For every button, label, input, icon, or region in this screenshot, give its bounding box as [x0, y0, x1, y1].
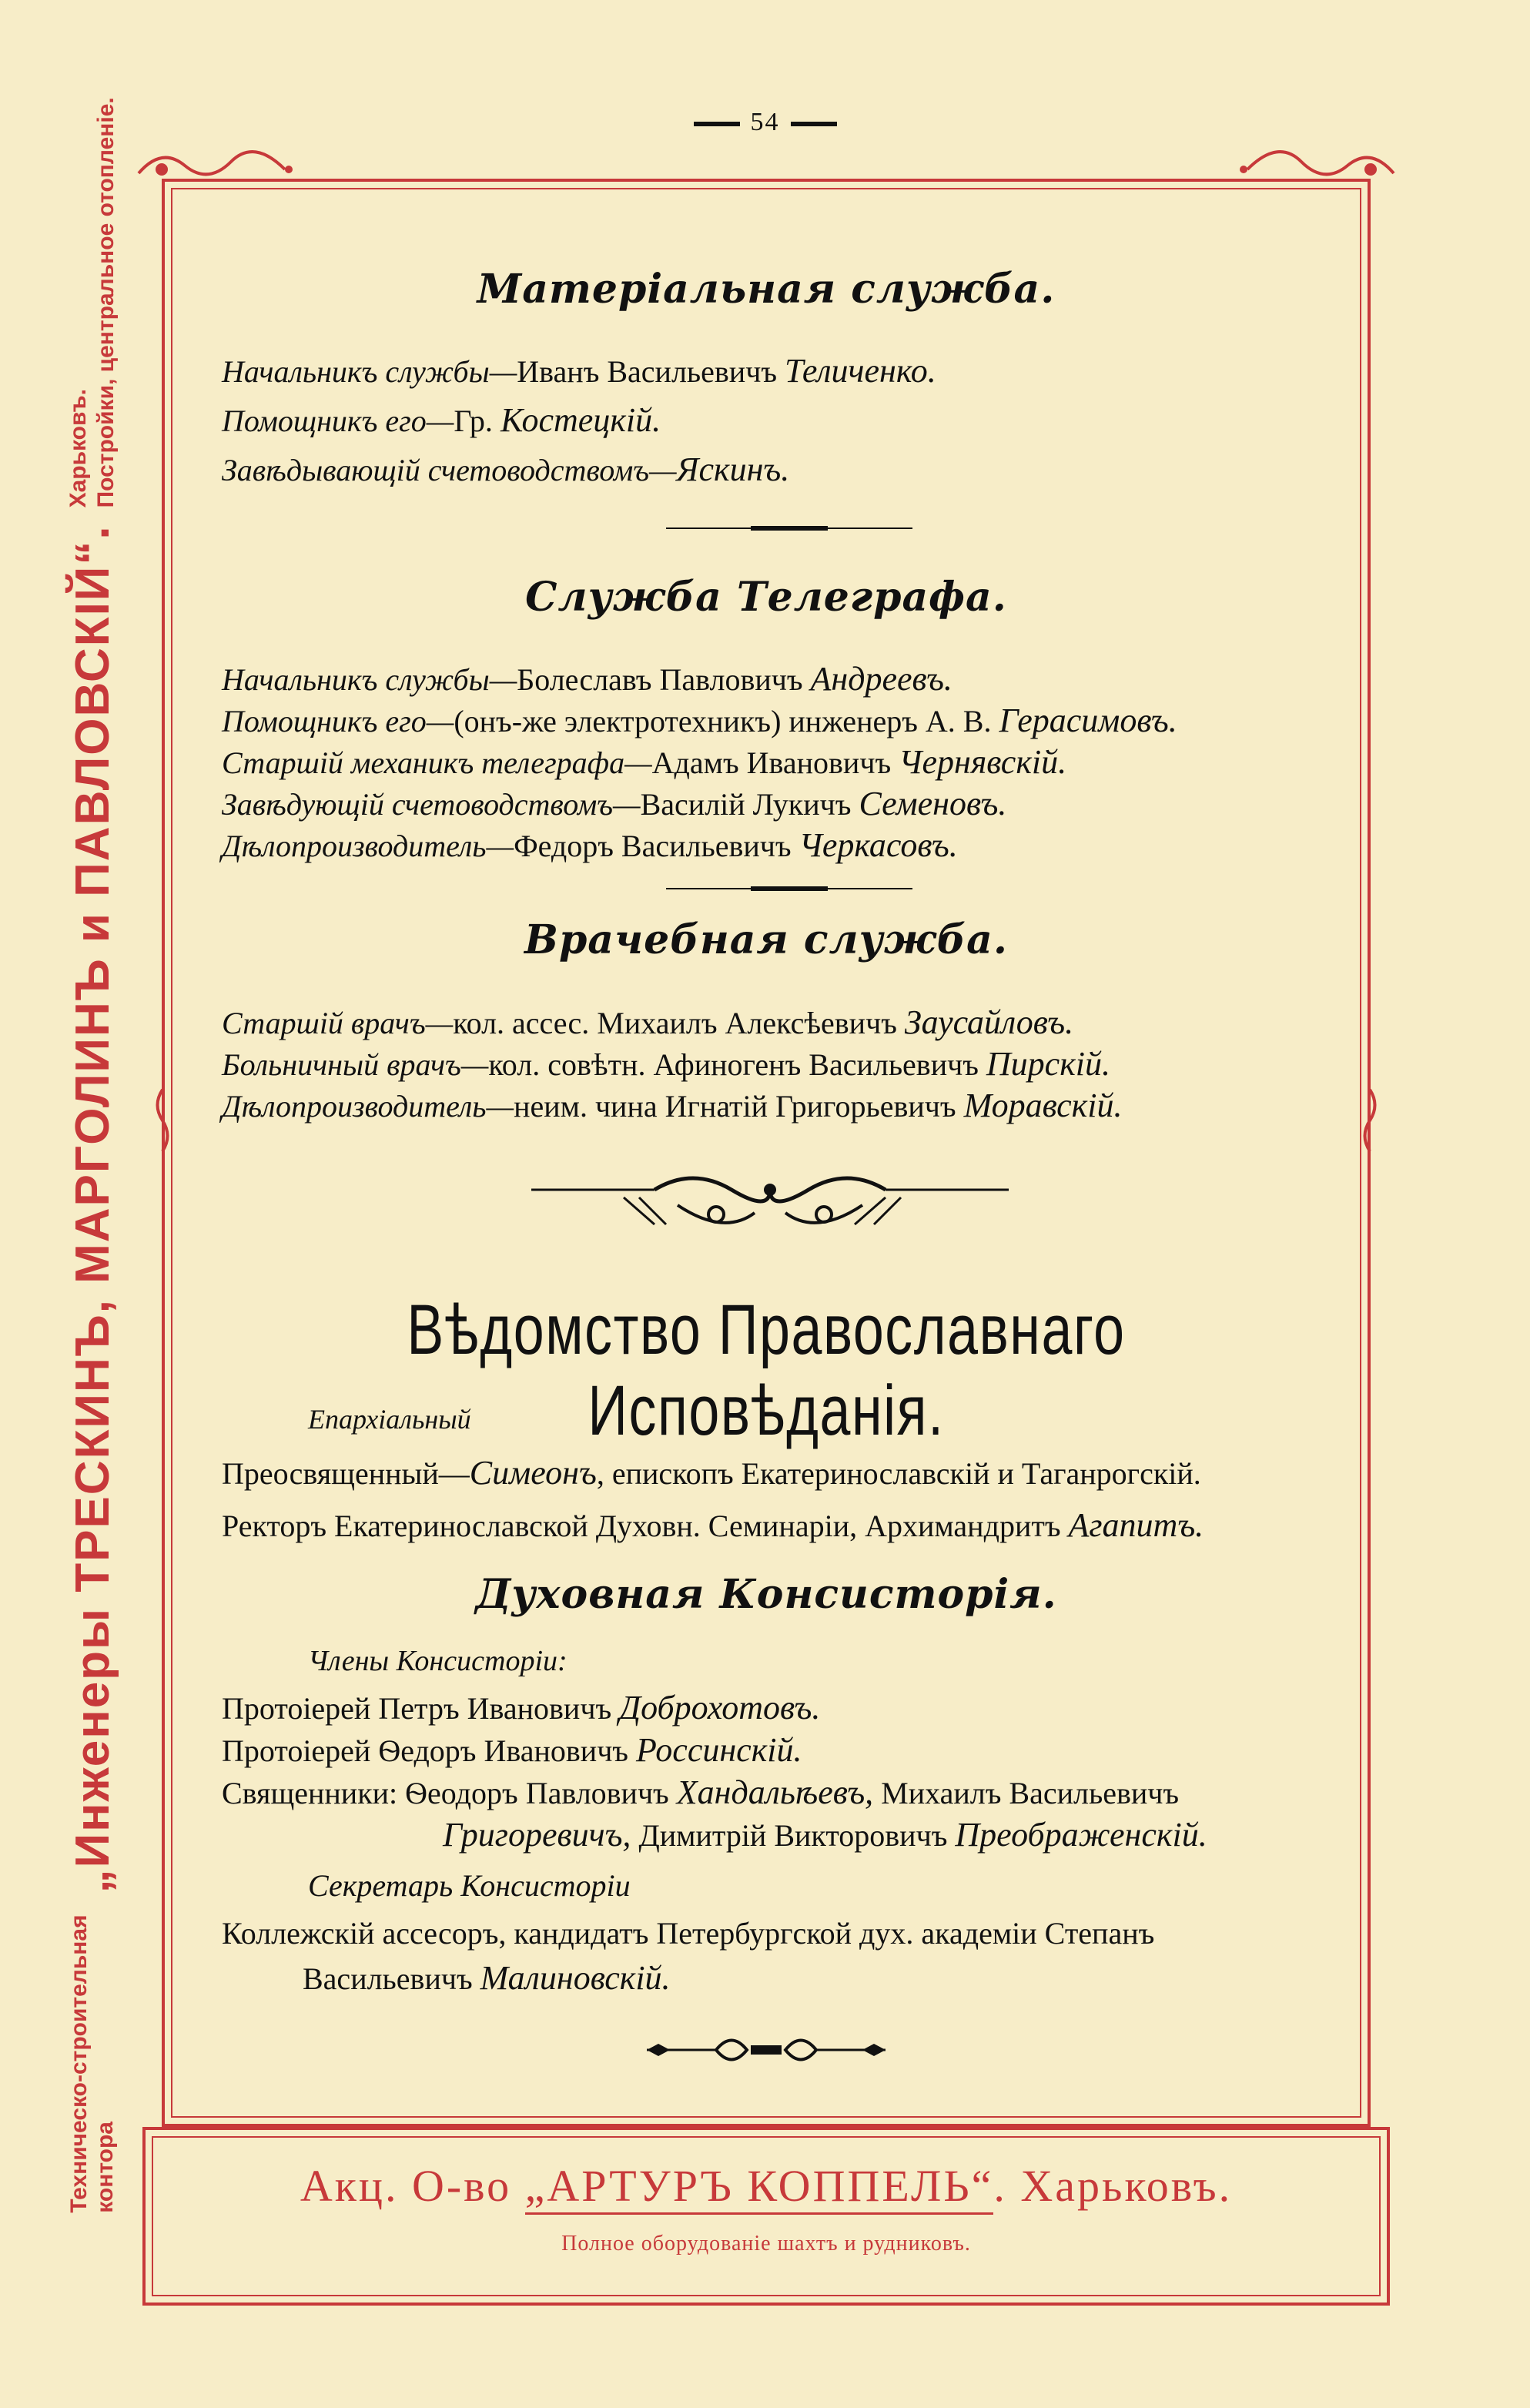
telegraph-line-4 — [222, 784, 1006, 823]
medical-line-1-role: Старшій врачъ— — [222, 1006, 454, 1040]
telegraph-line-5 — [222, 826, 958, 865]
medical-line-1-surname: Заусайловъ. — [904, 1003, 1074, 1041]
flourish-ornament-icon — [524, 1159, 1016, 1244]
bishop-line-title: Преосвященный— — [222, 1456, 470, 1491]
side-ad-services: Постройки, центральное отопленіе. — [93, 97, 119, 508]
telegraph-line-2-role: Помощникъ его— — [222, 704, 454, 738]
bishop-line-rest: , епископъ Екатеринославскій и Таганрогскій. — [596, 1456, 1201, 1491]
side-ad-city: Харьковъ. — [65, 389, 91, 508]
page-number — [0, 108, 1530, 137]
consistory-priests-title: Священники: Ѳеодоръ Павловичъ — [222, 1776, 677, 1810]
telegraph-line-1-role: Начальникъ службы— — [222, 662, 517, 697]
corner-ornament-top-left-icon — [131, 142, 308, 189]
medical-line-3 — [222, 1086, 1122, 1125]
medical-line-2-surname: Пирскій. — [986, 1045, 1111, 1083]
medical-line-1-rest: кол. ассес. Михаилъ Алексѣевичъ — [453, 1006, 905, 1040]
rector-line-title: Ректоръ Екатеринославской Духовн. Семинаріи, Архимандритъ — [222, 1509, 1069, 1543]
end-ornament-icon — [643, 2027, 889, 2073]
consistory-member-2-surname: Россинскій. — [636, 1731, 802, 1769]
consistory-member-2 — [222, 1730, 802, 1770]
consistory-priest-2-surname: Григоревичъ, — [443, 1816, 631, 1854]
material-line-1-surname: Теличенко. — [785, 352, 936, 390]
medical-line-3-surname: Моравскій. — [963, 1087, 1123, 1124]
telegraph-line-2-rest: (онъ-же электротехникъ) инженеръ А. В. — [454, 704, 999, 738]
bishop-name: Симеонъ — [469, 1454, 597, 1492]
medical-line-2 — [222, 1044, 1110, 1083]
bottom-advertisement-subtitle: Полное оборудованіе шахтъ и рудниковъ. — [561, 2232, 971, 2256]
side-ad-company-type — [66, 1914, 119, 2212]
telegraph-line-2-surname: Герасимовъ. — [999, 702, 1177, 739]
side-ad-company-name: „Инженеры ТРЕСКИНЪ, МАРГОЛИНЪ и ПАВЛОВСКІЙ“. — [65, 524, 119, 1894]
telegraph-line-2 — [222, 701, 1177, 740]
telegraph-line-1-rest: Болеславъ Павловичъ — [517, 662, 811, 697]
rector-name: Агапитъ. — [1068, 1506, 1204, 1544]
bottom-ad-company: „АРТУРЪ КОППЕЛЬ“ — [525, 2161, 994, 2215]
bottom-advertisement-title — [142, 2160, 1390, 2212]
bottom-ad-prefix: Акц. О-во — [300, 2161, 525, 2211]
side-ad-details — [65, 97, 120, 507]
section-divider-1 — [666, 525, 912, 531]
telegraph-line-5-rest: Федоръ Васильевичъ — [514, 829, 799, 863]
medical-line-3-rest: неим. чина Игнатій Григорьевичъ — [514, 1089, 964, 1124]
telegraph-line-3-rest: Адамъ Ивановичъ — [651, 745, 899, 780]
rector-line — [222, 1505, 1204, 1545]
medical-line-3-role: Дѣлопроизводитель— — [222, 1089, 514, 1124]
telegraph-line-3-surname: Чернявскій. — [899, 743, 1067, 781]
side-ornament-left-icon — [151, 1086, 174, 1155]
consistory-secretary-line-1: Коллежскій ассесоръ, кандидатъ Петербургской дух. академіи Степанъ — [222, 1916, 1155, 1951]
material-line-2-role: Помощникъ его— — [222, 404, 454, 438]
telegraph-line-5-role: Дѣлопроизводитель— — [222, 829, 514, 863]
consistory-member-2-title: Протоіерей Ѳедоръ Ивановичъ — [222, 1733, 636, 1768]
material-line-3-role: Завѣдывающій счетоводствомъ— — [222, 453, 677, 487]
orthodox-department-title: Вѣдомство Православнаго Исповѣданія. — [407, 1291, 1126, 1450]
secretary-patronymic: Васильевичъ — [303, 1961, 480, 1996]
side-ad-company-type-line1: Техническо-строительная — [66, 1914, 92, 2213]
telegraph-line-5-surname: Черкасовъ. — [798, 826, 958, 864]
bottom-ad-city: . Харьковъ. — [993, 2161, 1233, 2211]
material-line-3-surname: Яскинъ. — [676, 450, 790, 488]
material-line-3 — [222, 450, 789, 489]
consistory-members-label: Члены Консисторіи: — [308, 1645, 567, 1677]
consistory-priest-3-surname: Преображенскій. — [955, 1816, 1207, 1854]
eparchial-label: Епархіальный — [308, 1404, 471, 1435]
material-line-2 — [222, 400, 661, 440]
material-line-1 — [222, 351, 936, 390]
consistory-member-1-surname: Доброхотовъ. — [619, 1689, 821, 1726]
material-service-heading: Матеріальная служба. — [477, 266, 1056, 313]
consistory-heading: Духовная Консисторія. — [475, 1571, 1057, 1618]
telegraph-line-3 — [222, 742, 1066, 782]
consistory-priest-3-given: Димитрій Викторовичъ — [631, 1818, 956, 1853]
consistory-priest-1-surname: Хандальѣевъ, — [676, 1773, 874, 1811]
consistory-secretary-line-2 — [303, 1958, 671, 1998]
telegraph-service-heading: Служба Телеграфа. — [525, 574, 1007, 621]
consistory-priests-line-2 — [443, 1815, 1207, 1854]
bishop-line — [222, 1453, 1201, 1492]
telegraph-line-4-rest: Василій Лукичъ — [640, 787, 859, 822]
medical-service-heading: Врачебная служба. — [524, 916, 1008, 963]
material-line-1-rest: Иванъ Васильевичъ — [517, 354, 785, 389]
side-ornament-right-icon — [1358, 1086, 1381, 1155]
medical-line-2-rest: кол. совѣтн. Афиногенъ Васильевичъ — [488, 1047, 986, 1082]
secretary-surname: Малиновскій. — [480, 1959, 671, 1997]
telegraph-line-3-role: Старшій механикъ телеграфа— — [222, 745, 652, 780]
material-line-2-surname: Костецкій. — [500, 401, 661, 439]
consistory-member-1-title: Протоіерей Петръ Ивановичъ — [222, 1691, 620, 1726]
medical-line-2-role: Больничный врачъ— — [222, 1047, 489, 1082]
side-advertisement — [58, 97, 127, 2213]
telegraph-line-1 — [222, 659, 952, 698]
consistory-member-1 — [222, 1688, 820, 1727]
telegraph-line-4-surname: Семеновъ. — [859, 785, 1007, 822]
page-number-value: 54 — [750, 108, 780, 136]
telegraph-line-1-surname: Андреевъ. — [810, 660, 952, 698]
consistory-secretary-label: Секретарь Консисторіи — [308, 1868, 631, 1903]
consistory-priest-2-given: Михаилъ Васильевичъ — [873, 1776, 1180, 1810]
material-line-2-rest: Гр. — [454, 404, 501, 438]
corner-ornament-top-right-icon — [1224, 142, 1401, 189]
side-ad-company-type-line2: контора — [92, 2122, 118, 2213]
material-line-1-role: Начальникъ службы— — [222, 354, 517, 389]
medical-line-1 — [222, 1003, 1073, 1042]
telegraph-line-4-role: Завѣдующій счетоводствомъ— — [222, 787, 641, 822]
consistory-priests-line-1 — [222, 1773, 1179, 1812]
section-divider-2 — [666, 886, 912, 892]
